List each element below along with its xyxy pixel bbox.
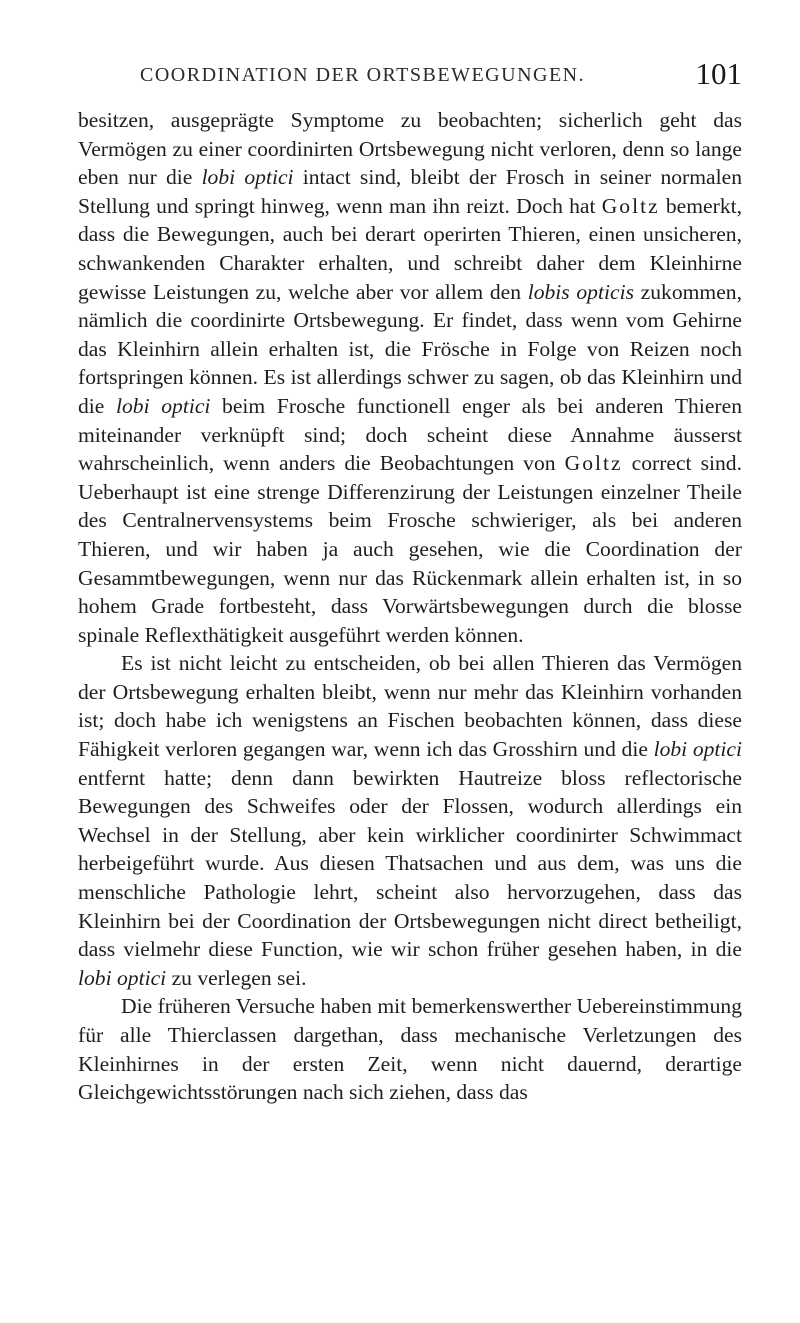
text-run: zu verlegen sei. bbox=[166, 965, 307, 990]
italic-term: lobis opticis bbox=[527, 279, 634, 304]
text-run: intact sind, bleibt der Frosch in seiner normalen Stellung und springt hinweg, wenn man ihn reizt. Doch hat bbox=[78, 165, 743, 218]
paragraph-1 bbox=[78, 106, 742, 649]
running-head bbox=[78, 56, 742, 96]
body-text bbox=[78, 106, 742, 1107]
text-run: correct sind. Ueberhaupt ist eine strenge Differenzirung der Leistungen einzelner Theile des Centralnervensystems beim Frosche schwieriger, als bei anderen Thieren, und wir haben ja auch gesehen, wie die Coordination der Gesammtbewegungen, wenn nur das Rückenmark allein erhalten ist, in so hohem Grade fortbesteht, dass Vorwärtsbewegungen durch die blosse spinale Reflexthätigkeit ausgeführt werden können. bbox=[78, 451, 742, 647]
italic-term: lobi optici bbox=[116, 393, 211, 418]
author-name: Goltz bbox=[564, 451, 623, 476]
author-name: Goltz bbox=[601, 193, 660, 218]
italic-term: lobi optici bbox=[201, 165, 294, 190]
text-run: beim Frosche functionell enger als bei anderen Thieren miteinander verknüpft sind; doch scheint diese Annahme äusserst wahrscheinlich, wenn anders die Beobachtungen von bbox=[78, 393, 742, 476]
page-number: 101 bbox=[695, 56, 742, 91]
paragraph-3 bbox=[78, 992, 742, 1106]
text-run: bemerkt, dass die Bewegungen, auch bei derart operirten Thieren, einen unsicheren, schwankenden Charakter erhalten, und schreibt daher dem Kleinhirne gewisse Leistungen zu, welche aber vor allem den bbox=[78, 193, 743, 304]
text-run: zukommen, nämlich die coordinirte Ortsbewegung. Er findet, dass wenn vom Gehirne das Kleinhirn allein erhalten ist, die Frösche in Folge von Reizen noch fortspringen können. Es ist allerdings schwer zu sagen, ob das Kleinhirn und die bbox=[78, 279, 742, 418]
text-run: Es ist nicht leicht zu entscheiden, ob bei allen Thieren das Vermögen der Ortsbewegung erhalten bleibt, wenn nur mehr das Kleinhirn vorhanden ist; doch habe ich wenigstens an Fischen beobachten können, dass diese Fähigkeit verloren gegangen war, wenn ich das Grosshirn und die bbox=[78, 651, 742, 762]
paragraph-2 bbox=[78, 649, 742, 992]
text-run: entfernt hatte; denn dann bewirkten Hautreize bloss reflectorische Bewegungen des Schweifes oder der Flossen, wodurch allerdings ein Wechsel in der Stellung, aber kein wirklicher coordinirter Schwimmact herbeigeführt wurde. Aus diesen Thatsachen und aus dem, was uns die menschliche Pathologie lehrt, scheint also hervorzugehen, dass das Kleinhirn bei der Coordination der Ortsbewegungen nicht direct betheiligt, dass vielmehr diese Function, wie wir schon früher gesehen haben, in die bbox=[78, 765, 742, 962]
italic-term: lobi optici bbox=[78, 965, 167, 990]
running-title: COORDINATION DER ORTSBEWEGUNGEN. bbox=[140, 64, 586, 86]
italic-term: lobi optici bbox=[653, 737, 743, 762]
text-run: besitzen, ausgeprägte Symptome zu beobachten; sicherlich geht das Vermögen zu einer coordinirten Ortsbewegung nicht verloren, denn so lange eben nur die bbox=[78, 108, 742, 190]
text-run: Die früheren Versuche haben mit bemerkenswerther Uebereinstimmung für alle Thierclassen dargethan, dass mechanische Verletzungen des Kleinhirnes in der ersten Zeit, wenn nicht dauernd, derartige Gleichgewichtsstörungen nach sich ziehen, dass das bbox=[78, 994, 742, 1105]
